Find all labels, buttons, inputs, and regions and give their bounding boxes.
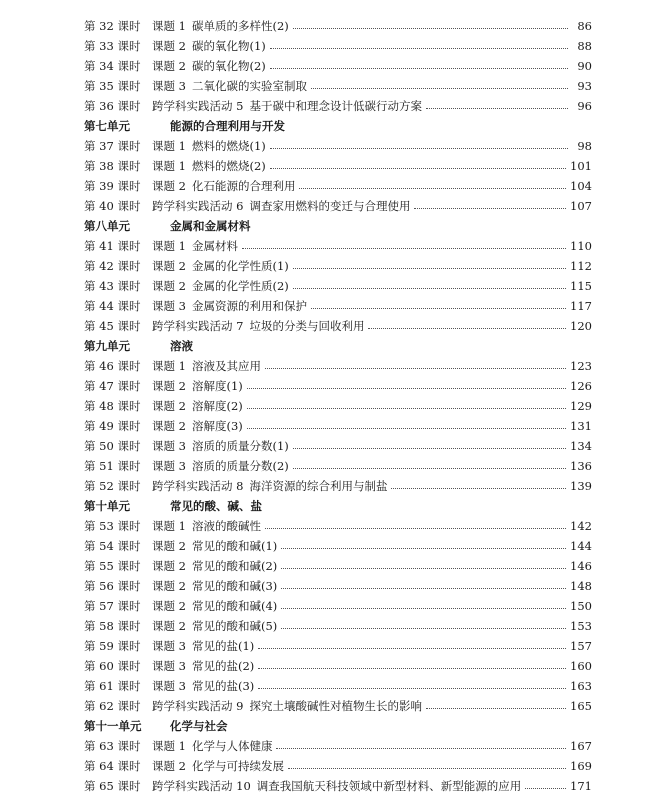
entry-title: 常见的酸和碱(2)	[191, 559, 278, 573]
dot-leader	[258, 667, 566, 669]
lesson-number: 第 65 课时	[84, 779, 141, 793]
unit-label: 第七单元	[84, 119, 130, 133]
toc-entry	[84, 156, 592, 176]
entry-title: 调查家用燃料的变迁与合理使用	[249, 199, 411, 213]
topic-label: 课题 3	[152, 439, 186, 453]
page-number: 120	[570, 319, 592, 333]
entry-title: 金属的化学性质(2)	[191, 279, 289, 293]
toc-entry	[84, 396, 592, 416]
topic-label: 课题 1	[152, 519, 186, 533]
dot-leader	[265, 367, 566, 369]
topic-label: 课题 3	[152, 459, 186, 473]
entry-title: 碳单质的多样性(2)	[191, 19, 289, 33]
entry-title: 常见的盐(1)	[191, 639, 255, 653]
toc-entry	[84, 616, 592, 636]
lesson-number: 第 49 课时	[84, 419, 141, 433]
dot-leader	[293, 287, 566, 289]
toc-entry	[84, 56, 592, 76]
page-number: 101	[570, 159, 592, 173]
entry-title: 常见的盐(3)	[191, 679, 255, 693]
lesson-number: 第 35 课时	[84, 79, 141, 93]
dot-leader	[525, 787, 566, 789]
page-number: 157	[570, 639, 592, 653]
page-number: 131	[570, 419, 592, 433]
topic-label: 课题 2	[152, 619, 186, 633]
toc-entry	[84, 536, 592, 556]
topic-label: 课题 2	[152, 399, 186, 413]
page-number: 112	[570, 259, 592, 273]
topic-label: 跨学科实践活动 9	[152, 699, 244, 713]
lesson-number: 第 60 课时	[84, 659, 141, 673]
toc-entry	[84, 76, 592, 96]
topic-label: 课题 2	[152, 539, 186, 553]
page-number: 150	[570, 599, 592, 613]
toc-entry	[84, 96, 592, 116]
entry-title: 化学与可持续发展	[191, 759, 284, 773]
lesson-number: 第 37 课时	[84, 139, 141, 153]
entry-title: 碳的氧化物(1)	[191, 39, 266, 53]
toc-entry	[84, 376, 592, 396]
page-number: 146	[570, 559, 592, 573]
topic-label: 课题 2	[152, 59, 186, 73]
entry-title: 金属材料	[191, 239, 238, 253]
topic-label: 课题 3	[152, 639, 186, 653]
toc-entry	[84, 736, 592, 756]
toc-entry	[84, 456, 592, 476]
lesson-number: 第 56 课时	[84, 579, 141, 593]
entry-title: 金属的化学性质(1)	[191, 259, 289, 273]
topic-label: 课题 3	[152, 659, 186, 673]
lesson-number: 第 64 课时	[84, 759, 141, 773]
unit-label: 第八单元	[84, 219, 130, 233]
entry-title: 溶解度(1)	[191, 379, 243, 393]
lesson-number: 第 41 课时	[84, 239, 141, 253]
topic-label: 课题 2	[152, 419, 186, 433]
entry-title: 二氧化碳的实验室制取	[191, 79, 307, 93]
topic-label: 课题 2	[152, 579, 186, 593]
entry-title: 常见的酸和碱(4)	[191, 599, 278, 613]
toc-entry	[84, 236, 592, 256]
page-number: 153	[570, 619, 592, 633]
topic-label: 课题 3	[152, 679, 186, 693]
topic-label: 课题 2	[152, 599, 186, 613]
unit-label: 第十单元	[84, 499, 130, 513]
topic-label: 课题 2	[152, 279, 186, 293]
topic-label: 课题 1	[152, 19, 186, 33]
page-number: 126	[570, 379, 592, 393]
entry-title: 海洋资源的综合利用与制盐	[249, 479, 388, 493]
unit-title: 溶液	[170, 339, 193, 353]
toc-entry	[84, 676, 592, 696]
toc-entry	[84, 356, 592, 376]
lesson-number: 第 48 课时	[84, 399, 141, 413]
unit-label: 第十一单元	[84, 719, 142, 733]
page-number: 117	[570, 299, 592, 313]
topic-label: 跨学科实践活动 7	[152, 319, 244, 333]
topic-label: 课题 2	[152, 39, 186, 53]
lesson-number: 第 39 课时	[84, 179, 141, 193]
page-number: 110	[570, 239, 592, 253]
topic-label: 课题 2	[152, 559, 186, 573]
table-of-contents	[84, 16, 592, 796]
unit-heading	[84, 336, 592, 356]
topic-label: 课题 1	[152, 139, 186, 153]
toc-entry	[84, 36, 592, 56]
unit-label: 第九单元	[84, 339, 130, 353]
dot-leader	[276, 747, 566, 749]
topic-label: 跨学科实践活动 6	[152, 199, 244, 213]
lesson-number: 第 32 课时	[84, 19, 141, 33]
dot-leader	[288, 767, 566, 769]
dot-leader	[270, 67, 568, 69]
page-number: 98	[577, 139, 592, 153]
topic-label: 课题 3	[152, 299, 186, 313]
toc-entry	[84, 16, 592, 36]
entry-title: 常见的酸和碱(1)	[191, 539, 278, 553]
dot-leader	[242, 247, 566, 249]
page-number: 115	[570, 279, 592, 293]
lesson-number: 第 38 课时	[84, 159, 141, 173]
toc-entry	[84, 416, 592, 436]
topic-label: 跨学科实践活动 5	[152, 99, 244, 113]
dot-leader	[258, 687, 566, 689]
entry-title: 化学与人体健康	[191, 739, 273, 753]
page-number: 88	[577, 39, 592, 53]
page-number: 123	[570, 359, 592, 373]
lesson-number: 第 47 课时	[84, 379, 141, 393]
topic-label: 课题 2	[152, 259, 186, 273]
page-number: 104	[570, 179, 592, 193]
toc-entry	[84, 696, 592, 716]
toc-entry	[84, 556, 592, 576]
unit-title: 化学与社会	[170, 719, 228, 733]
entry-title: 垃圾的分类与回收利用	[249, 319, 365, 333]
page-number: 129	[570, 399, 592, 413]
toc-entry	[84, 436, 592, 456]
dot-leader	[281, 567, 566, 569]
dot-leader	[270, 167, 566, 169]
dot-leader	[247, 407, 566, 409]
page-number: 171	[570, 779, 592, 793]
dot-leader	[391, 487, 566, 489]
entry-title: 碳的氧化物(2)	[191, 59, 266, 73]
dot-leader	[281, 607, 566, 609]
page-number: 144	[570, 539, 592, 553]
toc-entry	[84, 316, 592, 336]
topic-label: 跨学科实践活动 8	[152, 479, 244, 493]
entry-title: 金属资源的利用和保护	[191, 299, 307, 313]
entry-title: 溶质的质量分数(2)	[191, 459, 289, 473]
dot-leader	[247, 387, 566, 389]
dot-leader	[311, 87, 568, 89]
topic-label: 课题 1	[152, 359, 186, 373]
page-number: 136	[570, 459, 592, 473]
unit-title: 金属和金属材料	[170, 219, 251, 233]
toc-entry	[84, 776, 592, 796]
dot-leader	[258, 647, 566, 649]
toc-entry	[84, 576, 592, 596]
entry-title: 常见的盐(2)	[191, 659, 255, 673]
lesson-number: 第 54 课时	[84, 539, 141, 553]
entry-title: 探究土壤酸碱性对植物生长的影响	[249, 699, 422, 713]
topic-label: 课题 1	[152, 159, 186, 173]
lesson-number: 第 33 课时	[84, 39, 141, 53]
dot-leader	[368, 327, 566, 329]
topic-label: 课题 1	[152, 739, 186, 753]
topic-label: 课题 1	[152, 239, 186, 253]
unit-title: 能源的合理利用与开发	[170, 119, 285, 133]
topic-label: 跨学科实践活动 10	[152, 779, 251, 793]
toc-entry	[84, 176, 592, 196]
lesson-number: 第 55 课时	[84, 559, 141, 573]
entry-title: 溶质的质量分数(1)	[191, 439, 289, 453]
lesson-number: 第 42 课时	[84, 259, 141, 273]
lesson-number: 第 57 课时	[84, 599, 141, 613]
entry-title: 溶解度(2)	[191, 399, 243, 413]
lesson-number: 第 43 课时	[84, 279, 141, 293]
toc-entry	[84, 256, 592, 276]
page-number: 96	[577, 99, 592, 113]
entry-title: 化石能源的合理利用	[191, 179, 296, 193]
unit-heading	[84, 116, 592, 136]
lesson-number: 第 58 课时	[84, 619, 141, 633]
page-number: 90	[577, 59, 592, 73]
lesson-number: 第 59 课时	[84, 639, 141, 653]
dot-leader	[247, 427, 566, 429]
entry-title: 溶解度(3)	[191, 419, 243, 433]
entry-title: 燃料的燃烧(2)	[191, 159, 266, 173]
dot-leader	[299, 187, 566, 189]
toc-entry	[84, 656, 592, 676]
toc-entry	[84, 296, 592, 316]
unit-heading	[84, 216, 592, 236]
dot-leader	[293, 467, 566, 469]
dot-leader	[281, 587, 566, 589]
topic-label: 课题 2	[152, 179, 186, 193]
toc-entry	[84, 196, 592, 216]
entry-title: 常见的酸和碱(3)	[191, 579, 278, 593]
toc-entry	[84, 136, 592, 156]
lesson-number: 第 40 课时	[84, 199, 141, 213]
lesson-number: 第 53 课时	[84, 519, 141, 533]
dot-leader	[414, 207, 566, 209]
dot-leader	[265, 527, 566, 529]
toc-entry	[84, 756, 592, 776]
lesson-number: 第 61 课时	[84, 679, 141, 693]
dot-leader	[311, 307, 566, 309]
dot-leader	[270, 147, 568, 149]
page-number: 86	[577, 19, 592, 33]
page-number: 93	[577, 79, 592, 93]
entry-title: 燃料的燃烧(1)	[191, 139, 266, 153]
lesson-number: 第 51 课时	[84, 459, 141, 473]
page-number: 165	[570, 699, 592, 713]
dot-leader	[293, 27, 568, 29]
lesson-number: 第 52 课时	[84, 479, 141, 493]
toc-entry	[84, 276, 592, 296]
dot-leader	[293, 267, 566, 269]
entry-title: 调查我国航天科技领域中新型材料、新型能源的应用	[256, 779, 522, 793]
page-number: 107	[570, 199, 592, 213]
page-number: 142	[570, 519, 592, 533]
lesson-number: 第 44 课时	[84, 299, 141, 313]
page-number: 167	[570, 739, 592, 753]
dot-leader	[426, 707, 566, 709]
dot-leader	[426, 107, 568, 109]
dot-leader	[293, 447, 566, 449]
entry-title: 基于碳中和理念设计低碳行动方案	[249, 99, 422, 113]
toc-entry	[84, 596, 592, 616]
lesson-number: 第 50 课时	[84, 439, 141, 453]
page-number: 148	[570, 579, 592, 593]
unit-title: 常见的酸、碱、盐	[170, 499, 262, 513]
page-number: 160	[570, 659, 592, 673]
topic-label: 课题 3	[152, 79, 186, 93]
toc-entry	[84, 636, 592, 656]
lesson-number: 第 45 课时	[84, 319, 141, 333]
entry-title: 常见的酸和碱(5)	[191, 619, 278, 633]
toc-entry	[84, 476, 592, 496]
page-number: 169	[570, 759, 592, 773]
toc-entry	[84, 516, 592, 536]
lesson-number: 第 63 课时	[84, 739, 141, 753]
dot-leader	[281, 627, 566, 629]
unit-heading	[84, 496, 592, 516]
entry-title: 溶液的酸碱性	[191, 519, 261, 533]
lesson-number: 第 46 课时	[84, 359, 141, 373]
page-number: 163	[570, 679, 592, 693]
dot-leader	[270, 47, 568, 49]
topic-label: 课题 2	[152, 379, 186, 393]
unit-heading	[84, 716, 592, 736]
page-number: 134	[570, 439, 592, 453]
lesson-number: 第 62 课时	[84, 699, 141, 713]
lesson-number: 第 36 课时	[84, 99, 141, 113]
page-number: 139	[570, 479, 592, 493]
dot-leader	[281, 547, 566, 549]
entry-title: 溶液及其应用	[191, 359, 261, 373]
lesson-number: 第 34 课时	[84, 59, 141, 73]
topic-label: 课题 2	[152, 759, 186, 773]
